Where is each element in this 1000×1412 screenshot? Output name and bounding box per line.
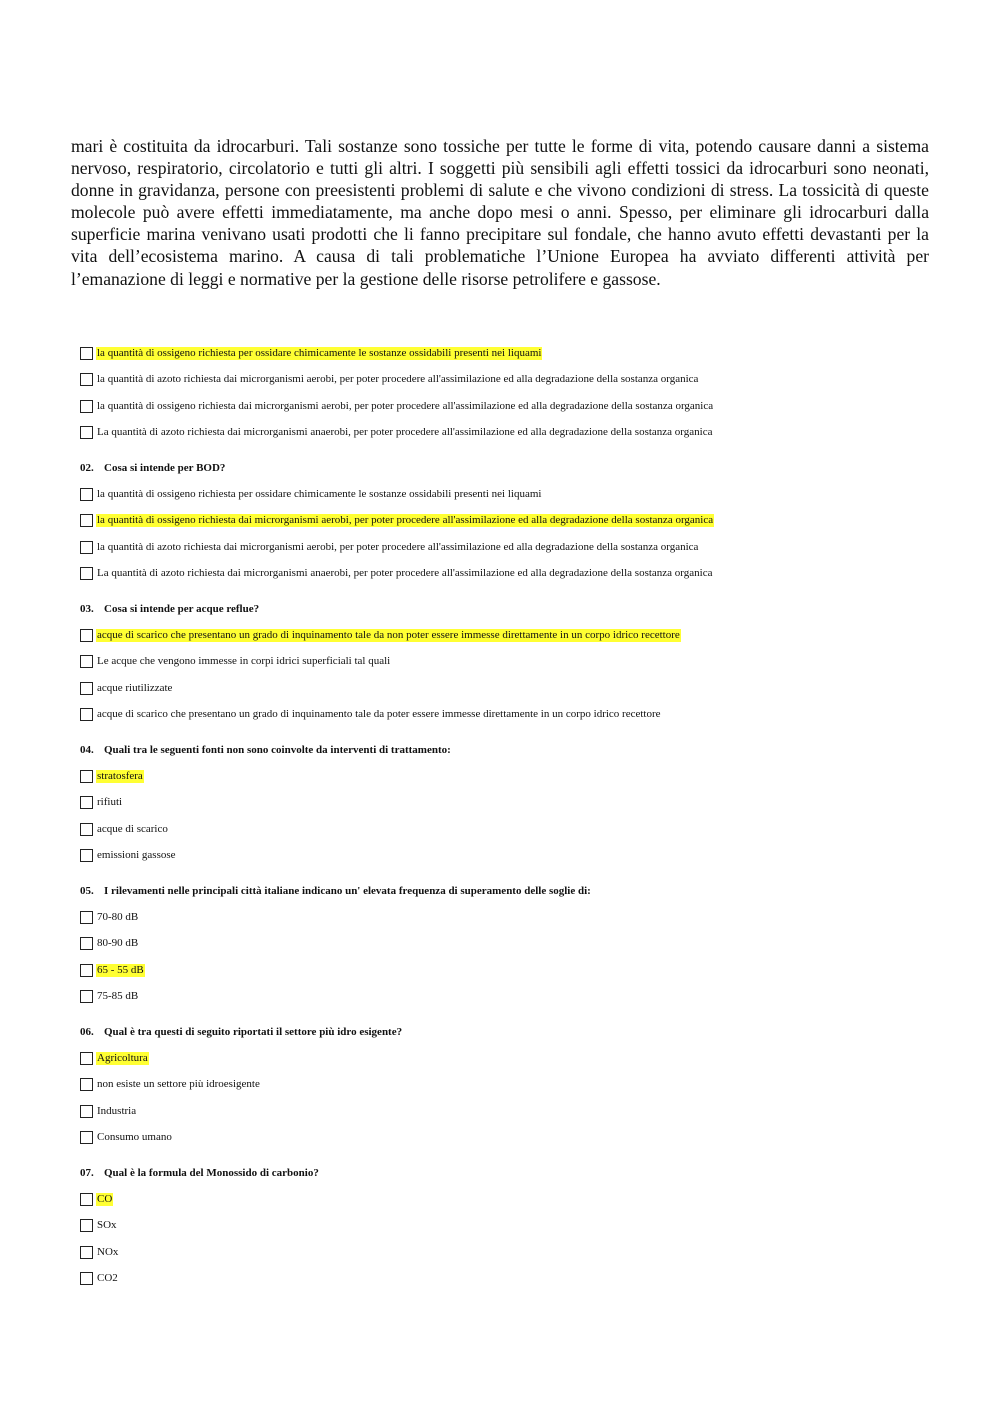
checkbox[interactable] [80, 541, 93, 554]
answer-text: la quantità di azoto richiesta dai microrganismi aerobi, per poter procedere all'assimilazione ed alla degradazione della sostanza organica [97, 373, 699, 386]
answer-text: non esiste un settore più idroesigente [97, 1078, 260, 1091]
answer-text: SOx [97, 1219, 117, 1232]
answer-text: 80-90 dB [97, 937, 139, 950]
answer-text: acque riutilizzate [97, 681, 173, 694]
answer-option[interactable] [80, 420, 960, 447]
checkbox[interactable] [80, 373, 93, 386]
question-text: Qual è tra questi di seguito riportati il settore più idro esigente? [104, 1026, 403, 1038]
answer-option[interactable] [80, 904, 960, 931]
question-01 [80, 340, 960, 446]
answer-text: la quantità di ossigeno richiesta per ossidare chimicamente le sostanze ossidabili presenti nei liquami [97, 346, 542, 359]
answer-text: Agricoltura [97, 1051, 148, 1064]
answer-option[interactable] [80, 675, 960, 702]
question-04 [80, 737, 960, 869]
checkbox[interactable] [80, 400, 93, 413]
checkbox[interactable] [80, 823, 93, 836]
answer-option[interactable] [80, 340, 960, 367]
answer-option[interactable] [80, 649, 960, 676]
checkbox[interactable] [80, 514, 93, 527]
checkbox[interactable] [80, 1246, 93, 1259]
answer-option[interactable] [80, 508, 960, 535]
checkbox[interactable] [80, 796, 93, 809]
answer-text: Consumo umano [97, 1131, 172, 1144]
question-number: 06. [80, 1026, 94, 1038]
answer-text: NOx [97, 1245, 119, 1258]
answer-option[interactable] [80, 1266, 960, 1293]
checkbox[interactable] [80, 911, 93, 924]
checkbox[interactable] [80, 1272, 93, 1285]
answer-option[interactable] [80, 984, 960, 1011]
answer-text: Industria [97, 1104, 137, 1117]
question-number: 05. [80, 885, 94, 897]
answer-text: La quantità di azoto richiesta dai microrganismi anaerobi, per poter procedere all'assimilazione ed alla degradazione della sostanza organica [97, 567, 713, 580]
question-title [80, 596, 960, 622]
checkbox[interactable] [80, 1131, 93, 1144]
answer-option[interactable] [80, 763, 960, 790]
question-number: 07. [80, 1167, 94, 1179]
question-text: Qual è la formula del Monossido di carbonio? [104, 1167, 319, 1179]
checkbox[interactable] [80, 347, 93, 360]
question-title [80, 455, 960, 481]
answer-text: CO [97, 1192, 113, 1205]
question-text: Quali tra le seguenti fonti non sono coinvolte da interventi di trattamento: [104, 744, 451, 756]
answer-text: la quantità di ossigeno richiesta per ossidare chimicamente le sostanze ossidabili presenti nei liquami [97, 487, 542, 500]
checkbox[interactable] [80, 770, 93, 783]
answer-text: acque di scarico che presentano un grado di inquinamento tale da non poter essere immesse direttamente in un corpo idrico recettore [97, 628, 680, 641]
answer-option[interactable] [80, 534, 960, 561]
answer-text: 65 - 55 dB [97, 963, 144, 976]
answer-option[interactable] [80, 702, 960, 729]
question-number: 04. [80, 744, 94, 756]
answer-option[interactable] [80, 481, 960, 508]
question-title [80, 878, 960, 904]
checkbox[interactable] [80, 849, 93, 862]
answer-option[interactable] [80, 790, 960, 817]
answer-option[interactable] [80, 1045, 960, 1072]
question-03 [80, 596, 960, 728]
question-06 [80, 1019, 960, 1151]
checkbox[interactable] [80, 964, 93, 977]
checkbox[interactable] [80, 1105, 93, 1118]
checkbox[interactable] [80, 655, 93, 668]
question-07 [80, 1160, 960, 1292]
answer-option[interactable] [80, 622, 960, 649]
answer-option[interactable] [80, 367, 960, 394]
answer-text: rifiuti [97, 796, 123, 809]
answer-text: la quantità di ossigeno richiesta dai microrganismi aerobi, per poter procedere all'assimilazione ed alla degradazione della sostanza organica [97, 399, 714, 412]
checkbox[interactable] [80, 1078, 93, 1091]
answer-option[interactable] [80, 1072, 960, 1099]
question-05 [80, 878, 960, 1010]
question-title [80, 1160, 960, 1186]
answer-text: La quantità di azoto richiesta dai microrganismi anaerobi, per poter procedere all'assimilazione ed alla degradazione della sostanza organica [97, 426, 713, 439]
checkbox[interactable] [80, 1052, 93, 1065]
question-text: I rilevamenti nelle principali città italiane indicano un' elevata frequenza di superamento delle soglie di: [104, 885, 591, 897]
answer-text: acque di scarico che presentano un grado di inquinamento tale da poter essere immesse direttamente in un corpo idrico recettore [97, 708, 661, 721]
checkbox[interactable] [80, 708, 93, 721]
answer-text: CO2 [97, 1272, 118, 1285]
answer-text: Le acque che vengono immesse in corpi idrici superficiali tal quali [97, 655, 391, 668]
answer-option[interactable] [80, 931, 960, 958]
answer-text: emissioni gassose [97, 849, 176, 862]
checkbox[interactable] [80, 990, 93, 1003]
answer-option[interactable] [80, 1186, 960, 1213]
checkbox[interactable] [80, 1193, 93, 1206]
answer-option[interactable] [80, 1125, 960, 1152]
question-text: Cosa si intende per BOD? [104, 462, 226, 474]
answer-option[interactable] [80, 816, 960, 843]
intro-paragraph: mari è costituita da idrocarburi. Tali sostanze sono tossiche per tutte le forme di vita, potendo causare danni a sistema nervoso, respiratorio, circolatorio e tutti gli altri. I soggetti più sensibili agli effetti tossici da idrocarburi sono neonati, donne in gravidanza, persone con preesistenti problemi di salute e che vivono condizioni di stress. La tossicità di queste molecole può avere effetti immediatamente, ma anche dopo mesi o anni. Spesso, per eliminare gli idrocarburi dalla superficie marina venivano usati prodotti che li fanno precipitare sul fondale, che hanno avuto effetti devastanti per la vita dell’ecosistema marino. A causa di tali problematiche l’Unione Europea ha avviato differenti attività per l’emanazione di leggi e normative per la gestione delle risorse petrolifere e gassose. [71, 136, 929, 289]
answer-text: stratosfera [97, 769, 143, 782]
answer-text: la quantità di ossigeno richiesta dai microrganismi aerobi, per poter procedere all'assimilazione ed alla degradazione della sostanza organica [97, 514, 714, 527]
answer-option[interactable] [80, 1098, 960, 1125]
question-number: 03. [80, 603, 94, 615]
checkbox[interactable] [80, 629, 93, 642]
checkbox[interactable] [80, 426, 93, 439]
quiz-list [80, 340, 960, 1292]
checkbox[interactable] [80, 488, 93, 501]
checkbox[interactable] [80, 682, 93, 695]
question-02 [80, 455, 960, 587]
question-text: Cosa si intende per acque reflue? [104, 603, 260, 615]
answer-option[interactable] [80, 393, 960, 420]
question-number: 02. [80, 462, 94, 474]
question-title [80, 1019, 960, 1045]
checkbox[interactable] [80, 567, 93, 580]
answer-text: la quantità di azoto richiesta dai microrganismi aerobi, per poter procedere all'assimilazione ed alla degradazione della sostanza organica [97, 540, 699, 553]
checkbox[interactable] [80, 1219, 93, 1232]
answer-option[interactable] [80, 1239, 960, 1266]
answer-text: 75-85 dB [97, 990, 139, 1003]
answer-text: acque di scarico [97, 822, 168, 835]
question-title [80, 737, 960, 763]
answer-option[interactable] [80, 843, 960, 870]
answer-text: 70-80 dB [97, 910, 139, 923]
answer-option[interactable] [80, 957, 960, 984]
answer-option[interactable] [80, 561, 960, 588]
answer-option[interactable] [80, 1213, 960, 1240]
checkbox[interactable] [80, 937, 93, 950]
